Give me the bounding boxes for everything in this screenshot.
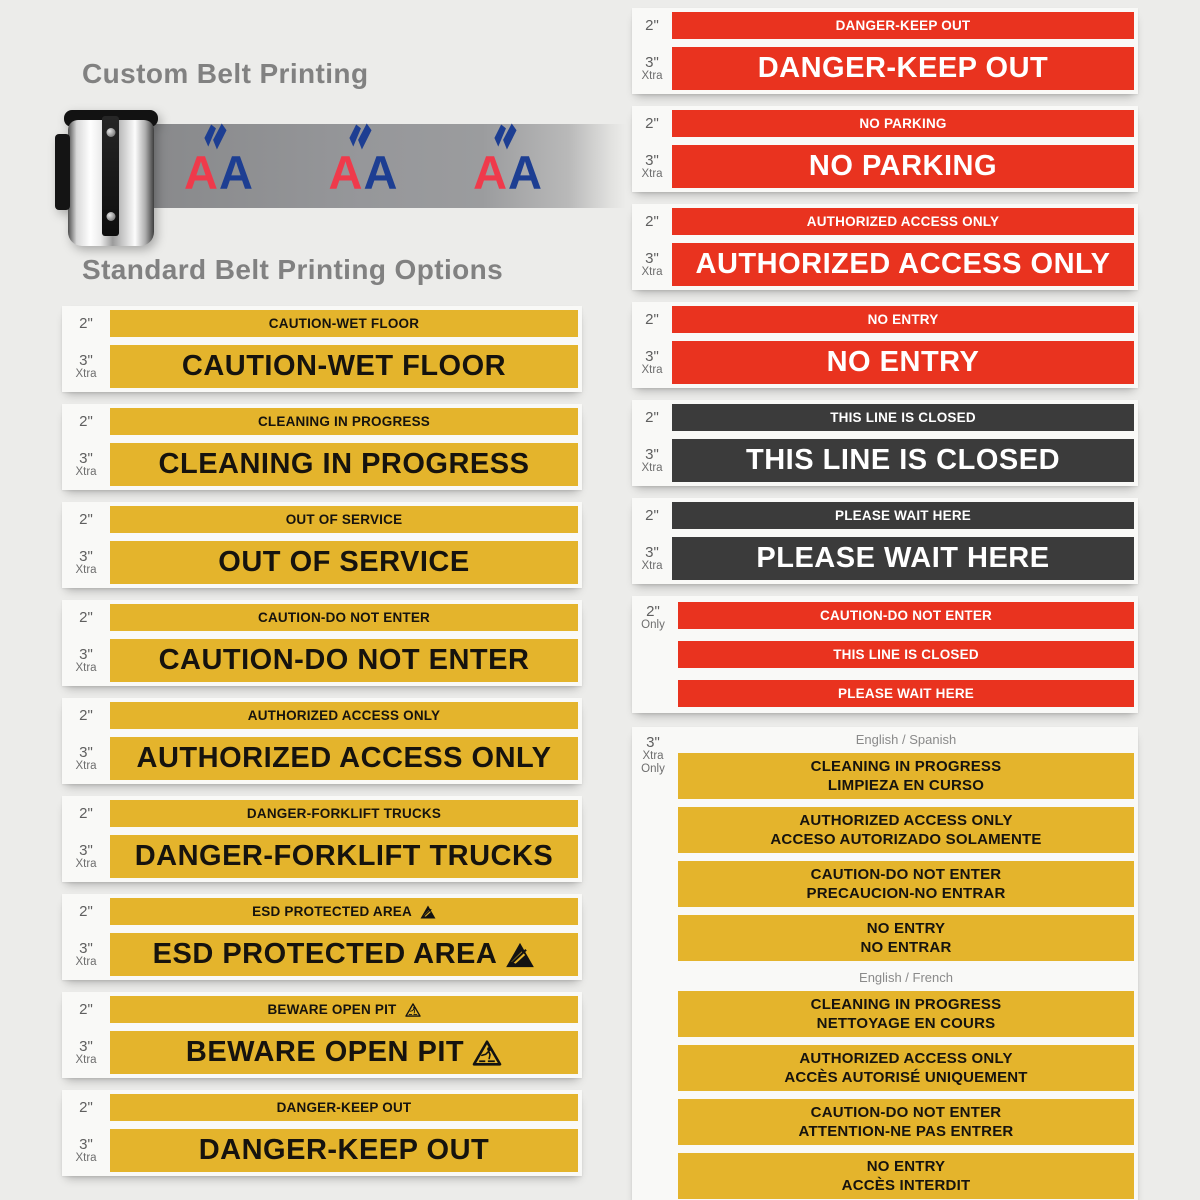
size-label-3in-xtra: 3" Xtra [641,152,663,180]
size-label-2in-only: 2" Only [641,603,665,631]
size-label-3in-xtra: 3" Xtra [75,1038,97,1066]
belt-3in: ESD PROTECTED AREA [110,933,578,976]
size-label-3in-xtra: 3" Xtra [75,548,97,576]
belt-row-3in [62,345,578,388]
size-label-2in: 2" [79,1001,93,1018]
belt-row-2in [62,996,578,1023]
belt-row-3in [62,541,578,584]
belt-row-2in [62,898,578,925]
belt-2in: CLEANING IN PROGRESS [110,408,578,435]
belt-row-2in [62,408,578,435]
size-label-3in-xtra: 3" Xtra [641,348,663,376]
belt-3in: DANGER-FORKLIFT TRUCKS [110,835,578,878]
belt-3in: DANGER-KEEP OUT [672,47,1134,90]
belt-option-card-this-line-is-closed [632,400,1138,486]
size-label-3in-xtra: 3" Xtra [641,250,663,278]
belt-3in: DANGER-KEEP OUT [110,1129,578,1172]
belt-row-2in [62,702,578,729]
belt-row-3in [62,737,578,780]
size-label-3in-xtra: 3" Xtra [641,544,663,572]
aa-eagle-icon [348,123,373,150]
belt-3in: CLEANING IN PROGRESS [110,443,578,486]
belt-3in: PLEASE WAIT HERE [672,537,1134,580]
belt-3in: CAUTION-DO NOT ENTER [110,639,578,682]
belt-row-3in [62,1129,578,1172]
language-header-spanish: English / Spanish [855,732,957,747]
belt-2in: AUTHORIZED ACCESS ONLY [672,208,1134,235]
custom-belt-sample-image [62,90,582,248]
size-label-3in-xtra: 3" Xtra [75,1136,97,1164]
aa-logo-letter-red: A [184,145,216,199]
belt-2in: CAUTION-WET FLOOR [110,310,578,337]
belt-option-card-beware-open-pit [62,992,582,1078]
belt-2in: ESD PROTECTED AREA [110,898,578,925]
belt-option-card-cleaning-in-progress [62,404,582,490]
stanchion-wall-clip [55,134,70,210]
belt-bilingual: CLEANING IN PROGRESS NETTOYAGE EN COURS [678,991,1134,1037]
belt-row-2in [62,310,578,337]
belt-bilingual: CAUTION-DO NOT ENTER PRECAUCION-NO ENTRAR [678,861,1134,907]
size-label-2in: 2" [79,413,93,430]
belt-bilingual: CLEANING IN PROGRESS LIMPIEZA EN CURSO [678,753,1134,799]
belt-2in: DANGER-KEEP OUT [110,1094,578,1121]
size-label-2in: 2" [645,409,659,426]
size-label-2in: 2" [79,511,93,528]
aa-eagle-icon [203,123,228,150]
aa-airline-logo [184,138,251,199]
belt-row-2in [632,12,1134,39]
belt-row-3in [632,47,1134,90]
belt-row-3in [62,639,578,682]
belt-bilingual: AUTHORIZED ACCESS ONLY ACCÈS AUTORISÉ UNIQUEMENT [678,1045,1134,1091]
belt-row-2in [62,1094,578,1121]
aa-airline-logo [473,138,540,199]
size-label-2in: 2" [79,315,93,332]
belt-3in: CAUTION-WET FLOOR [110,345,578,388]
belt-row-3in [632,341,1134,384]
size-label-2in: 2" [645,213,659,230]
screw-icon [106,128,115,137]
belt-row-3in [632,243,1134,286]
size-label-2in: 2" [79,805,93,822]
belt-option-card-out-of-service [62,502,582,588]
belt-option-card-esd-protected-area [62,894,582,980]
belt-3in: NO PARKING [672,145,1134,188]
belt-2in: NO ENTRY [672,306,1134,333]
belt-option-card-danger-keep-out [62,1090,582,1176]
belt-2in: THIS LINE IS CLOSED [672,404,1134,431]
size-label-3in-xtra: 3" Xtra [75,940,97,968]
belt-stack-2in-only [678,602,1134,707]
belt-option-card-caution-wet-floor [62,306,582,392]
belt-3in: THIS LINE IS CLOSED [672,439,1134,482]
belt-2in: NO PARKING [672,110,1134,137]
size-label-3in-xtra: 3" Xtra [641,446,663,474]
belt-2in: CAUTION-DO NOT ENTER [678,602,1134,629]
belt-3in: BEWARE OPEN PIT [110,1031,578,1074]
belt-option-card-no-parking [632,106,1138,192]
belt-2in: AUTHORIZED ACCESS ONLY [110,702,578,729]
belt-bilingual: NO ENTRY ACCÈS INTERDIT [678,1153,1134,1199]
belt-row-2in [62,800,578,827]
belt-3in: AUTHORIZED ACCESS ONLY [672,243,1134,286]
belt-3in: AUTHORIZED ACCESS ONLY [110,737,578,780]
belt-stack-bilingual [678,731,1134,1199]
belt-2in: DANGER-FORKLIFT TRUCKS [110,800,578,827]
belt-row-3in [62,1031,578,1074]
belt-row-3in [632,145,1134,188]
screw-icon [106,212,115,221]
belt-2in: OUT OF SERVICE [110,506,578,533]
belt-row-3in [632,439,1134,482]
size-label-2in: 2" [645,311,659,328]
custom-printed-belt [148,124,626,208]
size-label-2in: 2" [645,17,659,34]
belt-2in: DANGER-KEEP OUT [672,12,1134,39]
custom-belt-printing-heading: Custom Belt Printing [82,58,369,89]
aa-logo-letter-blue: A [218,145,251,199]
belt-option-card-authorized-access-only [62,698,582,784]
belt-row-2in [632,110,1134,137]
belt-row-3in [62,835,578,878]
standard-belt-printing-heading: Standard Belt Printing Options [82,254,504,285]
size-label-3in-xtra: 3" Xtra [641,54,663,82]
aa-logo-letter-red: A [473,145,506,199]
size-label-3in-xtra: 3" Xtra [75,744,97,772]
size-label-3in-xtra-only: 3" Xtra Only [641,734,665,775]
falling-person-icon [405,1003,421,1017]
belt-row-2in [62,506,578,533]
size-label-2in: 2" [79,903,93,920]
belt-option-card-2in-only [632,596,1138,713]
aa-eagle-icon [492,123,517,150]
aa-airline-logo [328,138,396,199]
esd-warning-icon [505,942,535,968]
left-column [62,58,582,1188]
size-label-2in: 2" [79,1099,93,1116]
esd-warning-icon [420,905,436,919]
size-label-2in: 2" [645,507,659,524]
belt-row-2in [632,306,1134,333]
stanchion-strap [102,116,119,236]
belt-row-3in [62,443,578,486]
aa-logo-letter-blue: A [363,145,396,199]
language-header-french: English / French [859,970,953,985]
belt-3in: OUT OF SERVICE [110,541,578,584]
belt-2in: PLEASE WAIT HERE [672,502,1134,529]
belt-option-card-danger-forklift-trucks [62,796,582,882]
size-label-2in: 2" [79,609,93,626]
belt-option-card-please-wait-here [632,498,1138,584]
belt-bilingual: AUTHORIZED ACCESS ONLY ACCESO AUTORIZADO SOLAMENTE [678,807,1134,853]
belt-2in: BEWARE OPEN PIT [110,996,578,1023]
size-label-3in-xtra: 3" Xtra [75,842,97,870]
size-label-3in-xtra: 3" Xtra [75,352,97,380]
size-label-3in-xtra: 3" Xtra [75,646,97,674]
belt-row-3in [632,537,1134,580]
belt-row-2in [632,208,1134,235]
right-column [632,8,1138,1200]
belt-row-2in [632,404,1134,431]
belt-option-card-caution-do-not-enter [62,600,582,686]
belt-2in: CAUTION-DO NOT ENTER [110,604,578,631]
size-label-2in: 2" [79,707,93,724]
belt-row-2in [632,502,1134,529]
belt-row-2in [62,604,578,631]
stanchion-belt-housing [68,110,154,246]
belt-option-card-authorized-access-only-red [632,204,1138,290]
belt-bilingual: CAUTION-DO NOT ENTER ATTENTION-NE PAS ENTRER [678,1099,1134,1145]
falling-person-icon [472,1040,502,1066]
size-label-3in-xtra: 3" Xtra [75,450,97,478]
belt-2in: THIS LINE IS CLOSED [678,641,1134,668]
belt-option-card-no-entry [632,302,1138,388]
size-label-2in: 2" [645,115,659,132]
belt-bilingual: NO ENTRY NO ENTRAR [678,915,1134,961]
belt-row-3in [62,933,578,976]
belt-option-card-3in-xtra-only [632,727,1138,1200]
aa-logo-letter-blue: A [508,145,540,199]
aa-logo-letter-red: A [328,145,361,199]
belt-3in: NO ENTRY [672,341,1134,384]
belt-2in: PLEASE WAIT HERE [678,680,1134,707]
belt-option-card-danger-keep-out-red [632,8,1138,94]
